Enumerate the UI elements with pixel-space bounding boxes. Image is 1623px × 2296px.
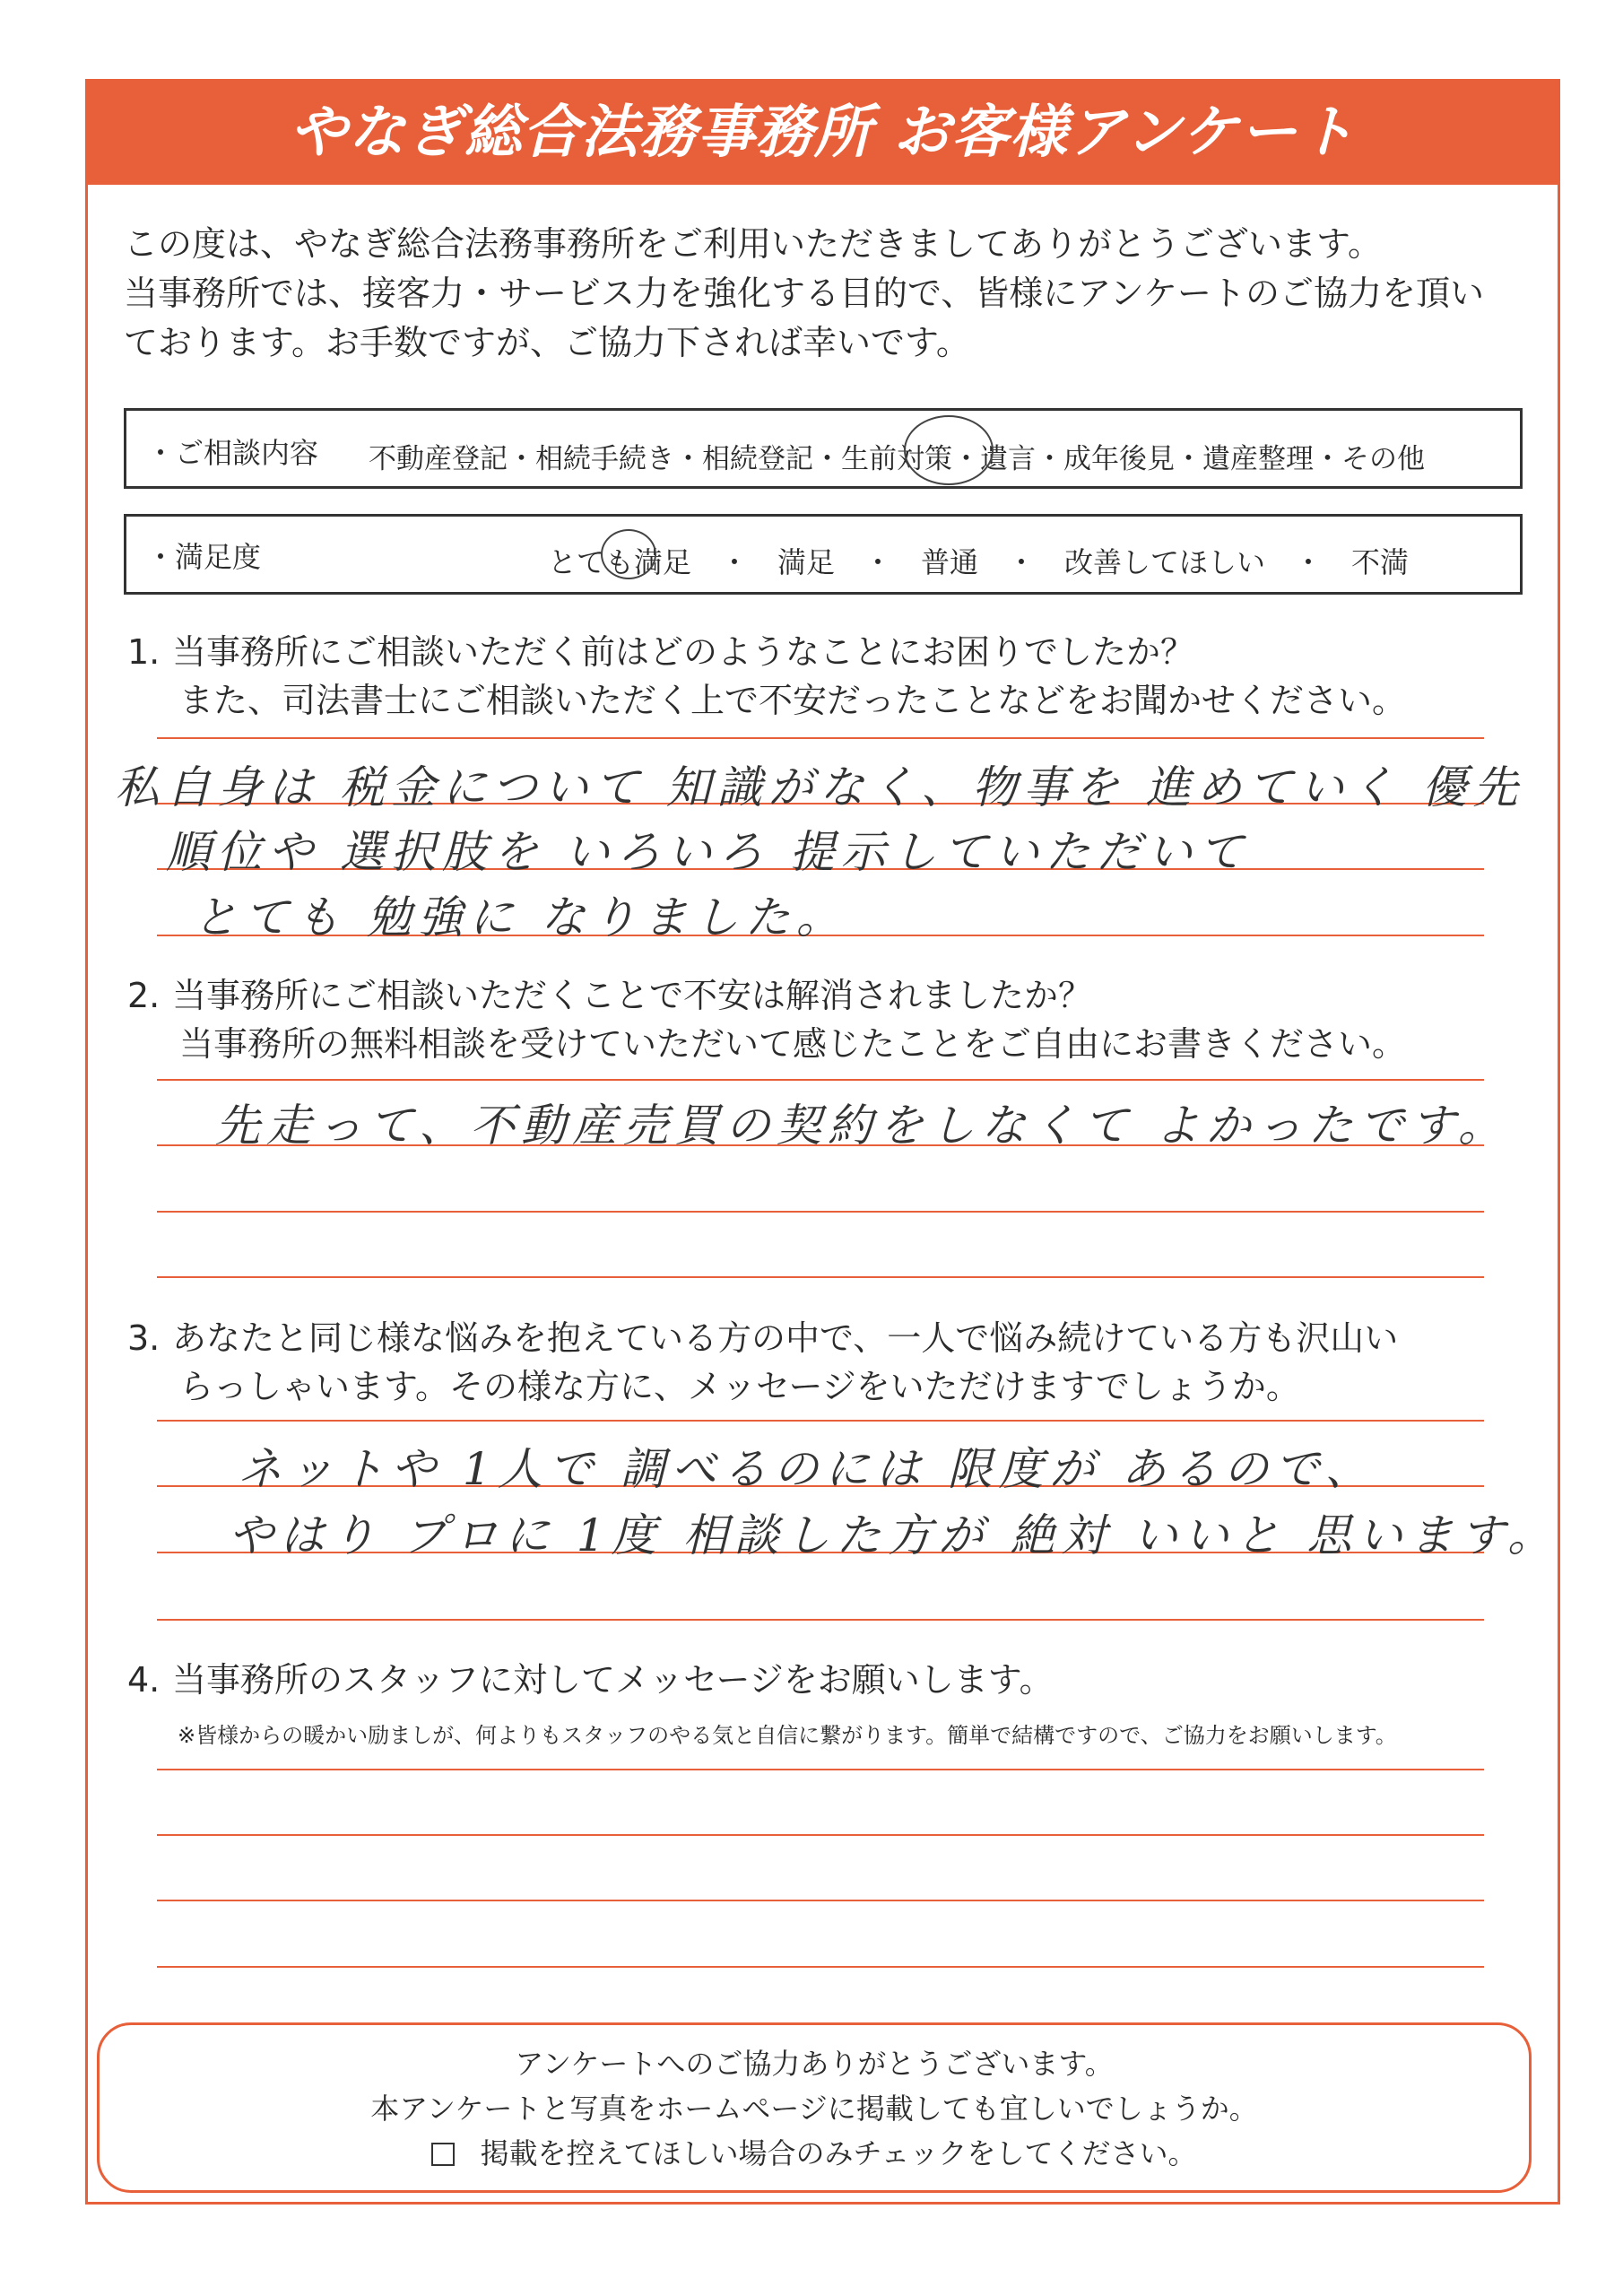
question-text: 当事務所にご相談いただく前はどのようなことにお困りでしたか？	[172, 632, 1195, 672]
handwritten-answer-line: やはり プロに 1度 相談した方が 絶対 いいと 思います。	[229, 1509, 1559, 1561]
question-text: あなたと同じ様な悩みを抱えている方の中で、一人で悩み続けている方も沢山い	[172, 1318, 1399, 1358]
answer-rule	[157, 1966, 1484, 1968]
question-1	[127, 628, 1406, 725]
handwritten-answer-line: ネットや 1人で 調べるのには 限度が あるので、	[238, 1443, 1376, 1495]
question-note: ※皆様からの暖かい励ましが、何よりもスタッフのやる気と自信に繋がります。簡単で結構ですので、ご協力をお願いします。	[178, 1723, 1397, 1748]
question-text: 当事務所にご相談いただくことで不安は解消されましたか？	[172, 976, 1093, 1015]
satisfaction-label: ・満足度	[146, 540, 262, 574]
question-number: 2.	[127, 976, 161, 1015]
answer-rule	[157, 1211, 1484, 1213]
question-3	[127, 1314, 1398, 1411]
question-2	[127, 971, 1406, 1068]
intro-line: ております。お手数ですが、ご協力下されば幸いです。	[124, 323, 970, 362]
selected-circle-mark	[904, 415, 994, 485]
footer-consent-question: 本アンケートと写真をホームページに掲載しても宜しいでしょうか。	[370, 2092, 1258, 2126]
consent-checkbox[interactable]	[431, 2143, 455, 2166]
consultation-options: 不動産登記・相続手続き・相続登記・生前対策・遺言・成年後見・遺産整理・その他	[369, 443, 1425, 475]
footer-thanks: アンケートへのご協力ありがとうございます。	[515, 2047, 1114, 2081]
question-number: 1.	[127, 632, 161, 672]
satisfaction-box	[124, 514, 1523, 595]
question-text: 当事務所のスタッフに対してメッセージをお願いします。	[172, 1660, 1054, 1700]
question-text: らっしゃいます。その様な方に、メッセージをいただけますでしょうか。	[179, 1367, 1300, 1406]
consultation-box	[124, 408, 1523, 489]
satisfaction-options: とても満足 ・ 満足 ・ 普通 ・ 改善してほしい ・ 不満	[548, 545, 1410, 579]
consultation-label: ・ご相談内容	[146, 436, 319, 470]
question-4	[127, 1656, 1054, 1704]
question-number: 3.	[127, 1318, 161, 1358]
handwritten-answer-line: 順位や 選択肢を いろいろ 提示していただいて	[166, 826, 1250, 878]
handwritten-answer-line: 先走って、不動産売買の契約をしなくて よかったです。	[215, 1100, 1509, 1152]
consent-checkbox-row	[100, 2131, 1529, 2176]
answer-rule	[157, 1769, 1484, 1770]
intro-text	[124, 220, 1541, 368]
question-text: また、司法書士にご相談いただく上で不安だったことなどをお聞かせください。	[179, 681, 1407, 720]
handwritten-answer-line: 私自身は 税金について 知識がなく、物事を 進めていく 優先	[115, 761, 1524, 813]
answer-rule	[157, 1276, 1484, 1278]
intro-line: この度は、やなぎ総合法務事務所をご利用いただきましてありがとうございます。	[124, 224, 1382, 264]
handwritten-answer-line: とても 勉強に なりました。	[193, 891, 847, 944]
intro-line: 当事務所では、接客力・サービス力を強化する目的で、皆様にアンケートのご協力を頂い	[124, 274, 1484, 313]
question-number: 4.	[127, 1660, 161, 1700]
checkbox-label: 掲載を控えてほしい場合のみチェックをしてください。	[480, 2136, 1197, 2170]
answer-rule	[157, 1900, 1484, 1901]
consent-box	[97, 2022, 1532, 2193]
survey-title: やなぎ総合法務事務所 お客様アンケート	[88, 82, 1558, 185]
question-text: 当事務所の無料相談を受けていただいて感じたことをご自由にお書きください。	[179, 1024, 1407, 1064]
answer-rule	[157, 1079, 1484, 1081]
answer-rule	[157, 1619, 1484, 1621]
answer-rule	[157, 1834, 1484, 1836]
answer-rule	[157, 1420, 1484, 1422]
selected-circle-mark	[601, 529, 656, 579]
answer-rule	[157, 737, 1484, 739]
